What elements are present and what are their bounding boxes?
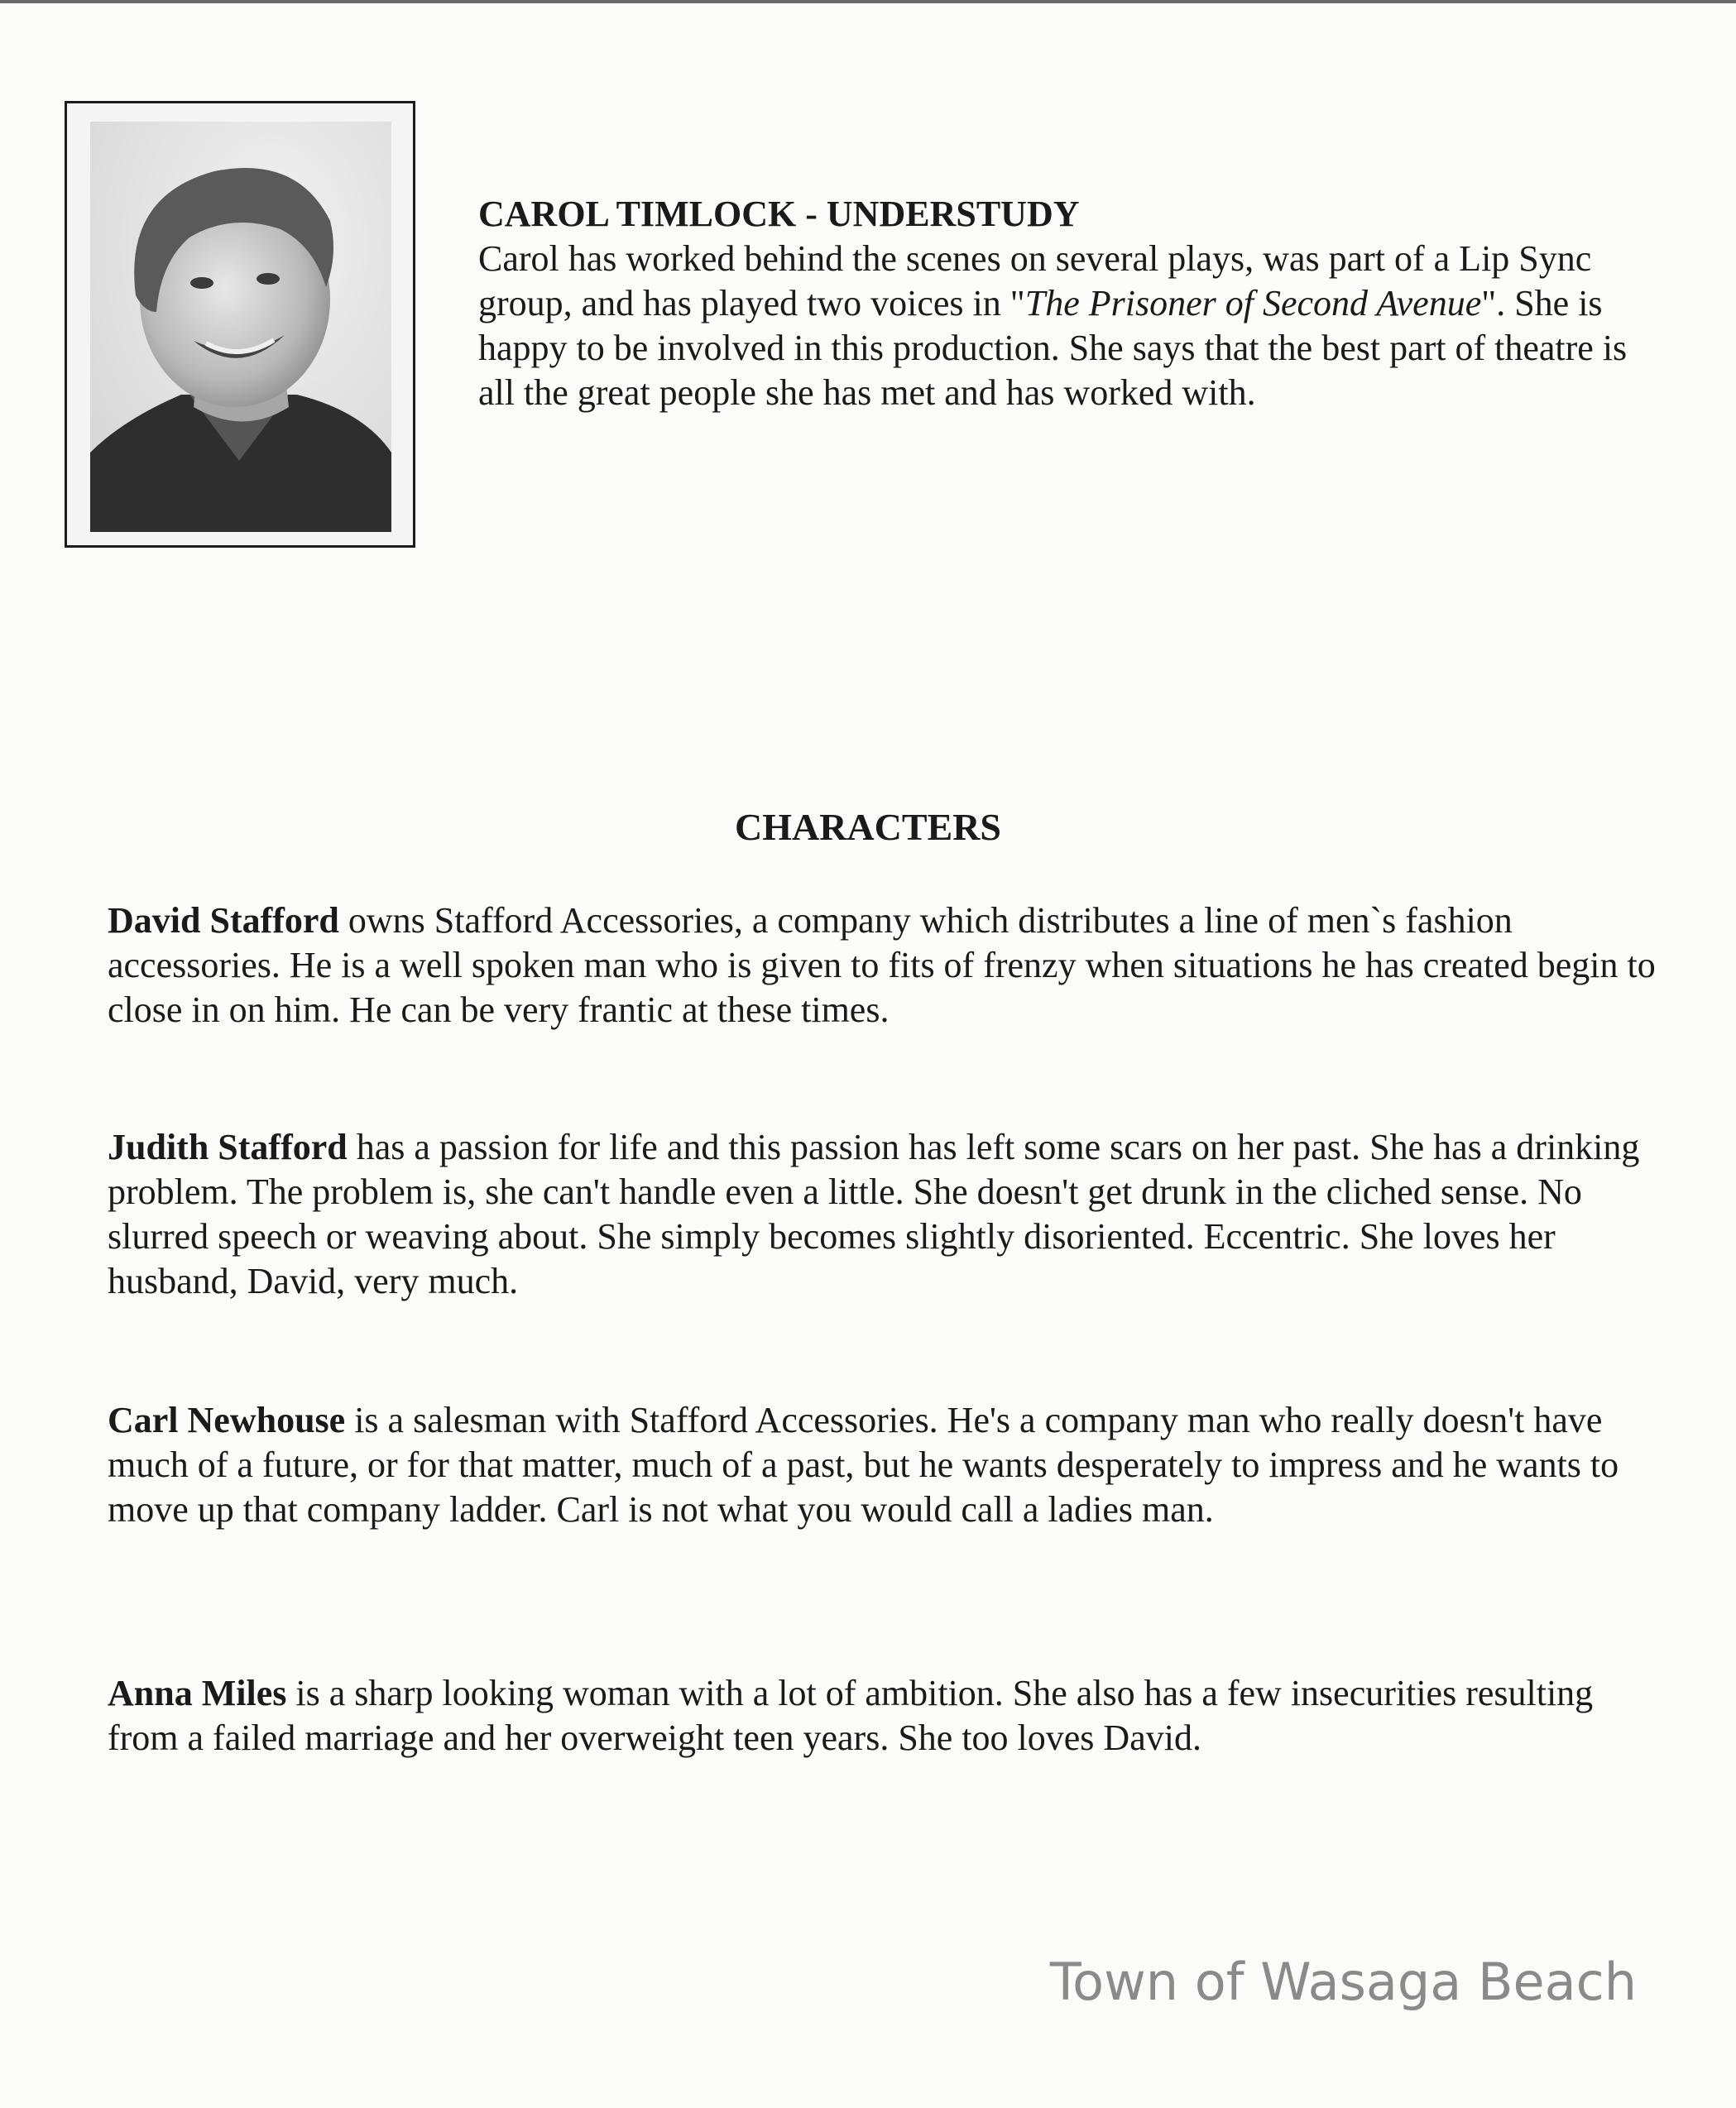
bio-text-part: ". She is happy to be involved in this production. She says that the best part of theatre is all the great people she has met and has worked with. <box>478 283 1628 413</box>
bio-text-part: Carol has worked behind the scenes on several plays, was part of a Lip Sync group, and has played two voices in " <box>478 238 1592 323</box>
character-description: is a sharp looking woman with a lot of ambition. She also has a few insecurities resulting from a failed marriage and her overweight teen years. She too loves David. <box>108 1673 1594 1758</box>
character-name: David Stafford <box>108 900 339 941</box>
character-entry <box>108 1398 1663 1532</box>
character-description: has a passion for life and this passion has left some scars on her past. She has a drinking problem. The problem is, she can't handle even a little. She doesn't get drunk in the cliched sense. No slurred speech or weaving about. She simply becomes slightly disoriented. Eccentric. She loves her husband, David, very much. <box>108 1127 1640 1301</box>
bio-play-title: The Prisoner of Second Avenue <box>1024 283 1482 323</box>
characters-heading: CHARACTERS <box>734 806 1002 848</box>
watermark-text: Town of Wasaga Beach <box>1049 1952 1637 2012</box>
character-description: owns Stafford Accessories, a company which distributes a line of men`s fashion accessories. He is a well spoken man who is given to fits of frenzy when situations he has created begin to close in on him. He can be very frantic at these times. <box>108 900 1656 1030</box>
character-name: Carl Newhouse <box>108 1400 346 1440</box>
character-description: is a salesman with Stafford Accessories. He's a company man who really doesn't have much of a future, or for that matter, much of a past, but he wants desperately to impress and he wants to move up that company ladder. Carl is not what you would call a ladies man. <box>108 1400 1619 1530</box>
character-entry <box>108 898 1663 1032</box>
top-rule <box>0 0 1736 3</box>
character-name: Judith Stafford <box>108 1127 348 1167</box>
character-entry <box>108 1671 1663 1761</box>
portrait-illustration <box>90 122 391 532</box>
portrait-photo <box>65 101 415 548</box>
bio-title: CAROL TIMLOCK - UNDERSTUDY <box>478 194 1080 234</box>
character-name: Anna Miles <box>108 1673 287 1713</box>
bio-text <box>478 237 1670 415</box>
character-entry <box>108 1125 1663 1304</box>
bio-block <box>478 192 1670 415</box>
